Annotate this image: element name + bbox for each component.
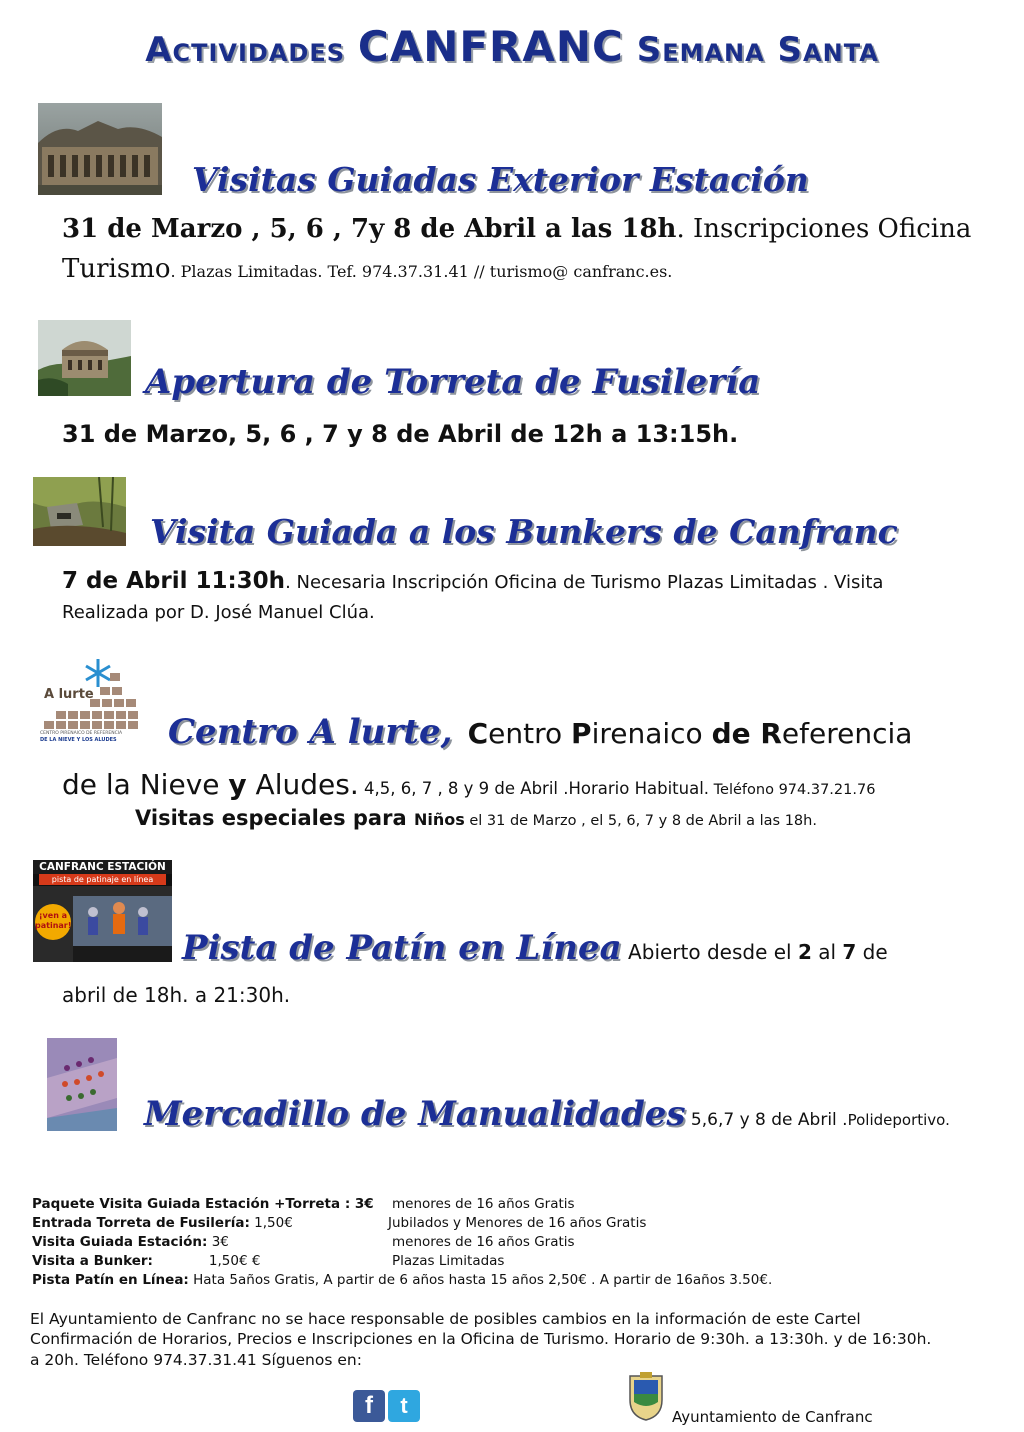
price-note-bunker: Plazas Limitadas <box>392 1253 505 1269</box>
bunkers-inscription: . Necesaria Inscripción Oficina de Turismo Plazas Limitadas . Visita <box>285 572 884 593</box>
patin-poster-head: CANFRANC ESTACIÓN <box>33 860 172 874</box>
bunkers-guide: Realizada por D. José Manuel Clúa. <box>62 602 375 623</box>
mercadillo-image <box>47 1038 117 1131</box>
coat-of-arms-icon <box>626 1370 666 1422</box>
estacion-dates: 31 de Marzo , 5, 6 , 7y 8 de Abril a las 18h <box>62 214 677 244</box>
estacion-line-1 <box>62 214 971 244</box>
section-title-estacion: Visitas Guiadas Exterior Estación <box>192 160 809 199</box>
disclaimer-line-1: El Ayuntamiento de Canfranc no se hace responsable de posibles cambios en la información de este Cartel <box>30 1310 861 1328</box>
bunkers-date: 7 de Abril 11:30h <box>62 568 286 594</box>
patin-poster-badge: ¡ven a patinar! <box>35 904 71 940</box>
bunkers-line-1 <box>62 568 883 594</box>
alurte-logo <box>40 657 140 743</box>
alurte-logo-caption-1: CENTRO PIRENAICO DE REFERENCIA <box>40 731 123 736</box>
estacion-contact: . Plazas Limitadas. Tef. 974.37.31.41 // turismo@ canfranc.es. <box>170 262 673 281</box>
section-title-mercadillo: Mercadillo de Manualidades <box>144 1094 686 1134</box>
section-title-bunkers: Visita Guiada a los Bunkers de Canfranc <box>150 512 898 551</box>
estacion-line-2 <box>62 254 672 284</box>
facebook-icon[interactable]: f <box>353 1390 385 1422</box>
price-row-bunker: Visita a Bunker: 1,50€ € <box>32 1253 261 1269</box>
patin-title-line: Pista de Patín en Línea Abierto desde el 2 al 7 de <box>182 928 888 968</box>
title-part-1: Actividades <box>145 30 346 70</box>
torreta-dates: 31 de Marzo, 5, 6 , 7 y 8 de Abril de 12h a 13:15h. <box>62 420 739 448</box>
section-title-alurte: Centro A lurte, <box>168 712 453 752</box>
price-list <box>32 1195 992 1295</box>
title-part-2: CANFRANC <box>357 22 624 71</box>
patin-poster <box>33 860 172 962</box>
title-part-3: Semana Santa <box>636 30 879 70</box>
torreta-photo <box>38 320 131 396</box>
station-photo <box>38 103 162 195</box>
price-note-torreta: Jubilados y Menores de 16 años Gratis <box>388 1215 647 1231</box>
disclaimer-line-2: Confirmación de Horarios, Precios e Inscripciones en la Oficina de Turismo. Horario de 9:30h. a 13:30h. y de 16:30h. <box>30 1330 932 1348</box>
alurte-line-1: de la Nieve y Aludes. 4,5, 6, 7 , 8 y 9 de Abril .Horario Habitual. Teléfono 974.37.21.76 <box>62 768 876 801</box>
mercadillo-title-line: Mercadillo de Manualidades 5,6,7 y 8 de Abril .Polideportivo. <box>144 1094 950 1134</box>
estacion-inscriptions: . Inscripciones Oficina <box>676 214 972 244</box>
ayuntamiento-label: Ayuntamiento de Canfranc <box>672 1408 873 1426</box>
price-row-torreta: Entrada Torreta de Fusilería: 1,50€ <box>32 1215 293 1231</box>
estacion-turismo: Turismo <box>62 254 171 284</box>
price-row-paquete: Paquete Visita Guiada Estación +Torreta : 3€ <box>32 1196 374 1212</box>
alurte-logo-text: A lurte <box>44 687 94 702</box>
price-row-estacion: Visita Guiada Estación: 3€ <box>32 1234 229 1250</box>
price-note-paquete: menores de 16 años Gratis <box>392 1196 575 1212</box>
twitter-icon[interactable]: t <box>388 1390 420 1422</box>
price-row-patin: Pista Patín en Línea: Hata 5años Gratis, A partir de 6 años hasta 15 años 2,50€ . A partir de 16años 3.50€. <box>32 1272 773 1288</box>
alurte-logo-caption-2: DE LA NIEVE Y LOS ALUDES <box>40 737 117 743</box>
section-title-patin: Pista de Patín en Línea <box>182 928 622 968</box>
page-title <box>0 22 1024 71</box>
alurte-line-2: Visitas especiales para Niños el 31 de Marzo , el 5, 6, 7 y 8 de Abril a las 18h. <box>135 806 817 830</box>
disclaimer-line-3: a 20h. Teléfono 974.37.31.41 Síguenos en: <box>30 1351 362 1369</box>
patin-hours: abril de 18h. a 21:30h. <box>62 983 291 1007</box>
section-title-torreta: Apertura de Torreta de Fusilería <box>145 362 761 402</box>
patin-poster-sub: pista de patinaje en línea <box>39 874 166 885</box>
price-note-estacion: menores de 16 años Gratis <box>392 1234 575 1250</box>
alurte-title-line: Centro A lurte, Centro Pirenaico de Referencia <box>168 712 913 752</box>
bunker-photo <box>33 477 126 546</box>
